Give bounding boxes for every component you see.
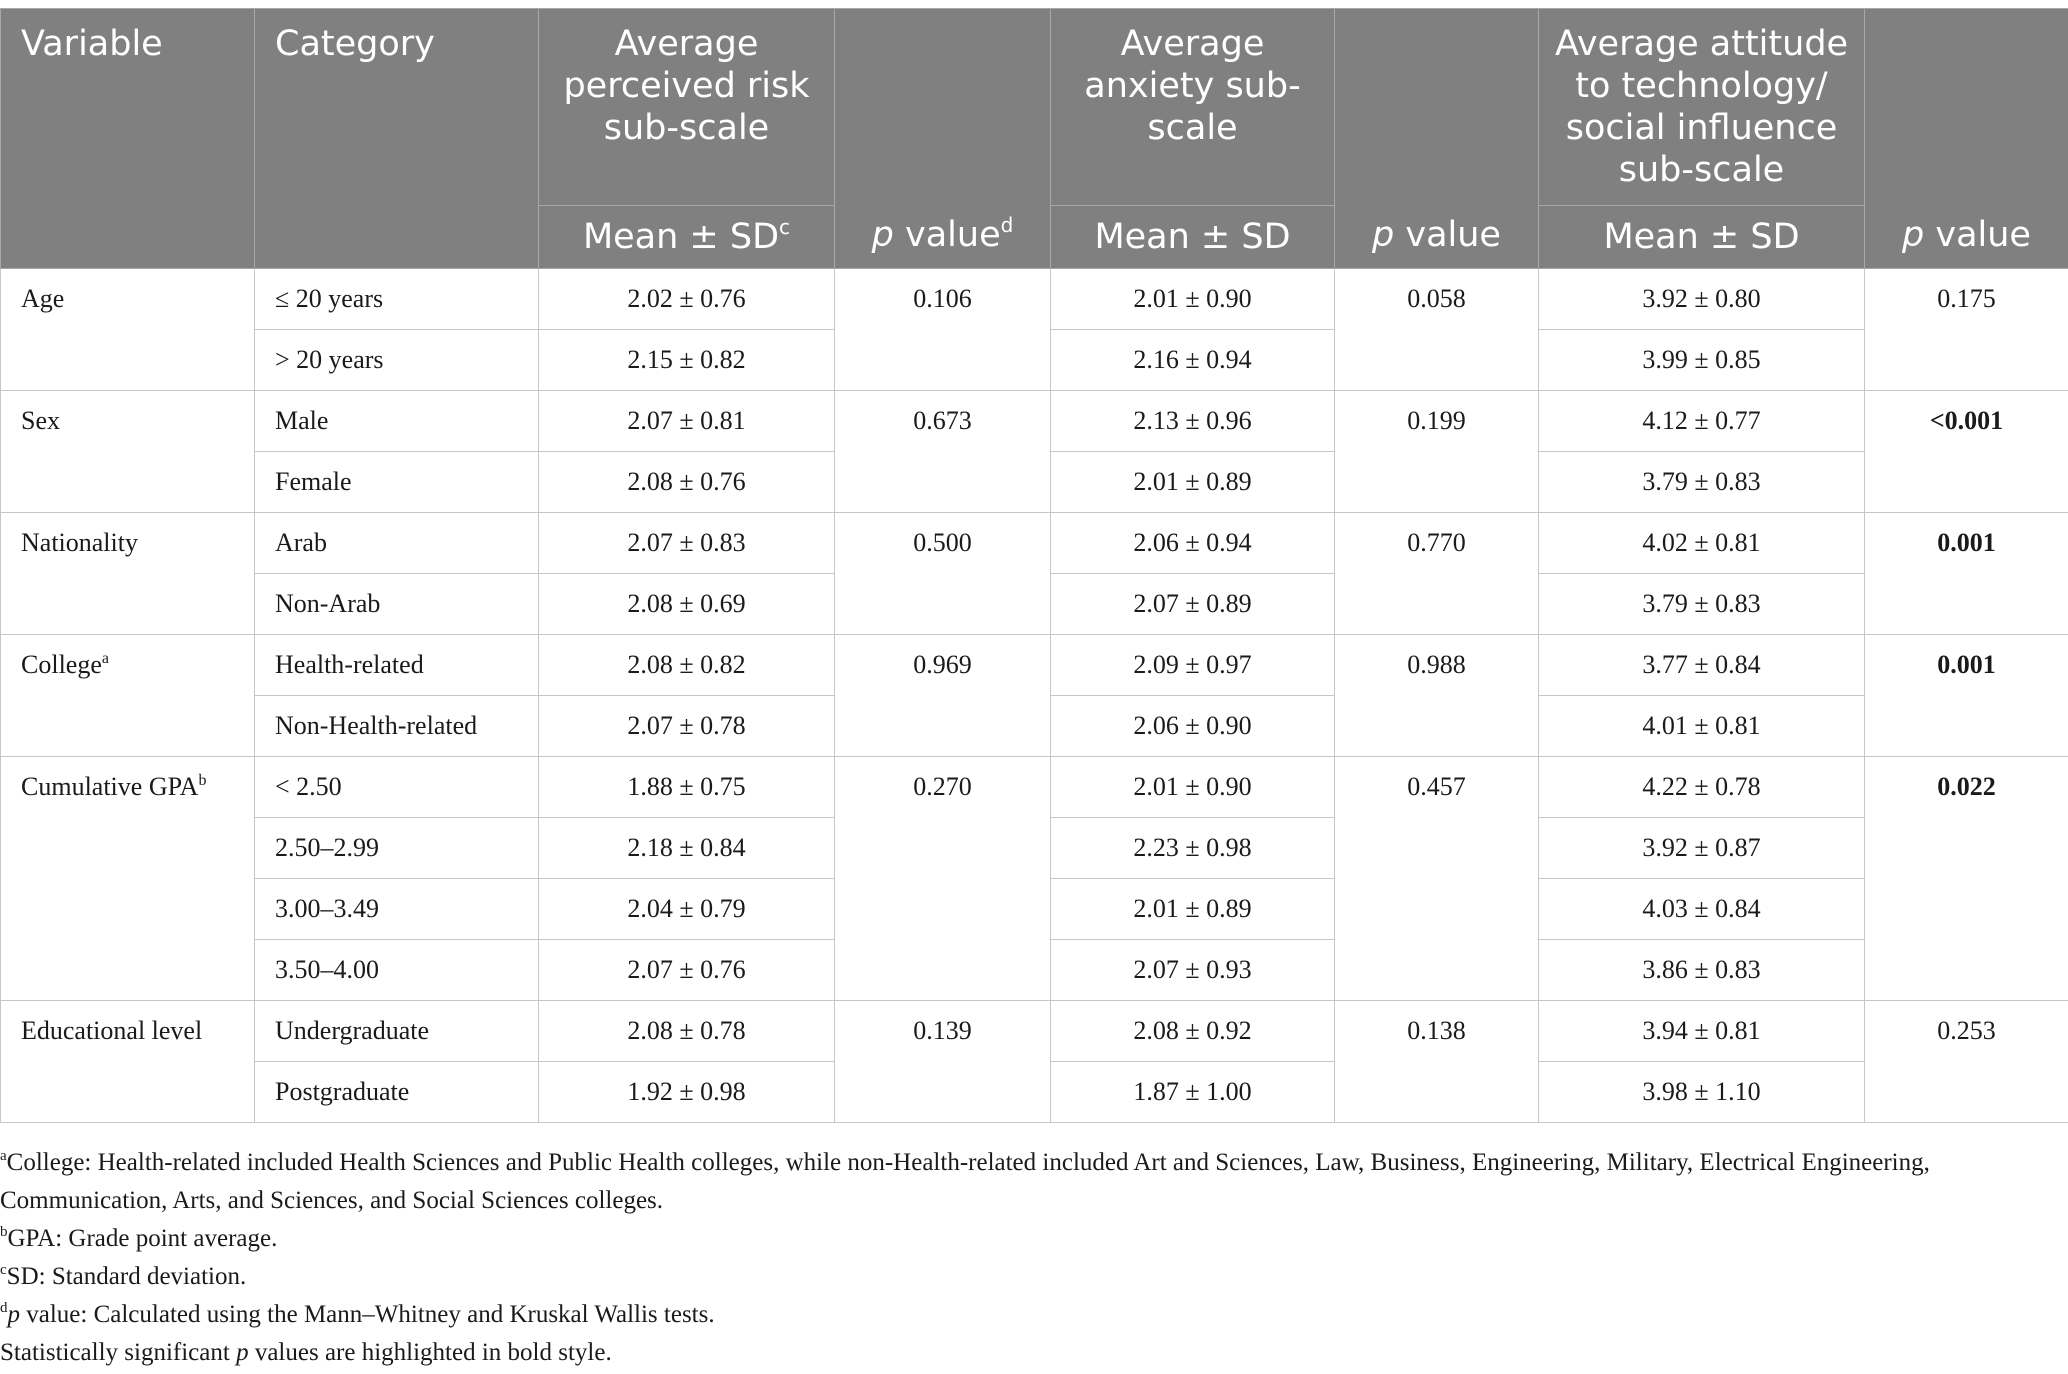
footnote-a-text-line2: Communication, Arts, and Sciences, and Social Sciences colleges. bbox=[0, 1187, 664, 1214]
variable-cell bbox=[1, 513, 255, 635]
attitude-cell: 4.22 ± 0.78 bbox=[1539, 757, 1865, 818]
category-cell: Undergraduate bbox=[255, 1001, 539, 1062]
anxiety-cell: 2.01 ± 0.89 bbox=[1051, 452, 1335, 513]
variable-cell bbox=[1, 757, 255, 1001]
perceived-risk-cell: 2.08 ± 0.78 bbox=[539, 1001, 835, 1062]
variable-label: College bbox=[21, 650, 102, 679]
variable-label: Sex bbox=[21, 406, 60, 435]
attitude-cell: 3.86 ± 0.83 bbox=[1539, 940, 1865, 1001]
p-value-anxiety-cell: 0.199 bbox=[1335, 391, 1539, 513]
attitude-cell: 3.98 ± 1.10 bbox=[1539, 1062, 1865, 1123]
footnote-a-continued bbox=[0, 1182, 2068, 1220]
significance-note-pre: Statistically significant bbox=[0, 1339, 237, 1366]
header-mean-sd-attitude: Mean ± SD bbox=[1539, 206, 1865, 269]
variable-footnote-marker: a bbox=[101, 650, 109, 667]
perceived-risk-cell: 2.07 ± 0.78 bbox=[539, 696, 835, 757]
table-body bbox=[1, 269, 2068, 1123]
table-footnotes bbox=[0, 1144, 2068, 1372]
footnote-a-marker: a bbox=[0, 1148, 7, 1164]
variable-footnote-marker: b bbox=[198, 772, 207, 789]
anxiety-cell: 2.13 ± 0.96 bbox=[1051, 391, 1335, 452]
header-mean-sd-risk bbox=[539, 206, 835, 269]
category-cell: Non-Health-related bbox=[255, 696, 539, 757]
header-category: Category bbox=[255, 9, 539, 269]
header-p-value-anxiety bbox=[1335, 9, 1539, 269]
p-symbol: p bbox=[1372, 215, 1395, 255]
p-value-risk-cell: 0.673 bbox=[835, 391, 1051, 513]
footnote-b bbox=[0, 1220, 2068, 1258]
category-cell: 3.50–4.00 bbox=[255, 940, 539, 1001]
perceived-risk-cell: 2.04 ± 0.79 bbox=[539, 879, 835, 940]
anxiety-cell: 2.01 ± 0.89 bbox=[1051, 879, 1335, 940]
anxiety-cell: 2.07 ± 0.93 bbox=[1051, 940, 1335, 1001]
perceived-risk-cell: 2.08 ± 0.69 bbox=[539, 574, 835, 635]
header-anxiety: Average anxiety sub-scale bbox=[1051, 9, 1335, 206]
anxiety-cell: 2.09 ± 0.97 bbox=[1051, 635, 1335, 696]
p-value-anxiety-cell: 0.457 bbox=[1335, 757, 1539, 1001]
significance-note-post: values are highlighted in bold style. bbox=[248, 1339, 612, 1366]
perceived-risk-cell: 2.07 ± 0.81 bbox=[539, 391, 835, 452]
mean-sd-label: Mean ± SD bbox=[582, 217, 780, 257]
perceived-risk-cell: 2.08 ± 0.76 bbox=[539, 452, 835, 513]
anxiety-cell: 2.23 ± 0.98 bbox=[1051, 818, 1335, 879]
perceived-risk-cell: 1.92 ± 0.98 bbox=[539, 1062, 835, 1123]
category-cell: Postgraduate bbox=[255, 1062, 539, 1123]
header-mean-sd-anxiety: Mean ± SD bbox=[1051, 206, 1335, 269]
category-cell: Female bbox=[255, 452, 539, 513]
p-value-risk-cell: 0.270 bbox=[835, 757, 1051, 1001]
table-row bbox=[1, 757, 2068, 818]
category-cell: Male bbox=[255, 391, 539, 452]
perceived-risk-cell: 1.88 ± 0.75 bbox=[539, 757, 835, 818]
variable-label: Age bbox=[21, 284, 65, 313]
header-attitude: Average attitude to technology/ social influence sub-scale bbox=[1539, 9, 1865, 206]
header-p-value-attitude bbox=[1865, 9, 2068, 269]
header-p-value-risk bbox=[835, 9, 1051, 269]
attitude-cell: 3.94 ± 0.81 bbox=[1539, 1001, 1865, 1062]
p-value-attitude-cell: 0.175 bbox=[1865, 269, 2068, 391]
footnote-a bbox=[0, 1144, 2068, 1182]
significance-note-p-symbol: p bbox=[236, 1339, 249, 1366]
table-row bbox=[1, 391, 2068, 452]
variable-cell bbox=[1, 269, 255, 391]
anxiety-cell: 2.08 ± 0.92 bbox=[1051, 1001, 1335, 1062]
footnote-c bbox=[0, 1258, 2068, 1296]
footnote-d-p-symbol: p bbox=[7, 1301, 20, 1328]
header-perceived-risk: Average perceived risk sub-scale bbox=[539, 9, 835, 206]
value-word: value bbox=[1394, 215, 1501, 255]
p-value-anxiety-cell: 0.058 bbox=[1335, 269, 1539, 391]
variable-label: Cumulative GPA bbox=[21, 772, 199, 801]
value-word: value bbox=[1924, 215, 2031, 255]
table-row bbox=[1, 635, 2068, 696]
attitude-cell: 3.79 ± 0.83 bbox=[1539, 574, 1865, 635]
footnote-marker-d: d bbox=[1000, 213, 1014, 237]
perceived-risk-cell: 2.07 ± 0.83 bbox=[539, 513, 835, 574]
p-value-anxiety-cell: 0.988 bbox=[1335, 635, 1539, 757]
p-value-anxiety-cell: 0.770 bbox=[1335, 513, 1539, 635]
attitude-cell: 4.03 ± 0.84 bbox=[1539, 879, 1865, 940]
footnote-c-text: SD: Standard deviation. bbox=[6, 1263, 247, 1290]
footnote-c-marker: c bbox=[0, 1262, 7, 1278]
p-value-risk-cell: 0.106 bbox=[835, 269, 1051, 391]
anxiety-cell: 1.87 ± 1.00 bbox=[1051, 1062, 1335, 1123]
perceived-risk-cell: 2.07 ± 0.76 bbox=[539, 940, 835, 1001]
variable-cell bbox=[1, 1001, 255, 1123]
category-cell: 3.00–3.49 bbox=[255, 879, 539, 940]
category-cell: < 2.50 bbox=[255, 757, 539, 818]
p-value-risk-cell: 0.969 bbox=[835, 635, 1051, 757]
attitude-cell: 3.79 ± 0.83 bbox=[1539, 452, 1865, 513]
perceived-risk-cell: 2.02 ± 0.76 bbox=[539, 269, 835, 330]
perceived-risk-cell: 2.18 ± 0.84 bbox=[539, 818, 835, 879]
footnote-d-text: value: Calculated using the Mann–Whitney and Kruskal Wallis tests. bbox=[20, 1301, 715, 1328]
footnote-a-text-line1: College: Health-related included Health Sciences and Public Health colleges, while non-Health-related included Art and Sciences, Law, Business, Engineering, Military, Electrical Engineering, bbox=[6, 1149, 1930, 1176]
variable-label: Educational level bbox=[21, 1016, 203, 1045]
table-row bbox=[1, 1001, 2068, 1062]
variable-cell bbox=[1, 635, 255, 757]
p-value-risk-cell: 0.500 bbox=[835, 513, 1051, 635]
results-table bbox=[0, 8, 2068, 1123]
category-cell: ≤ 20 years bbox=[255, 269, 539, 330]
attitude-cell: 3.77 ± 0.84 bbox=[1539, 635, 1865, 696]
anxiety-cell: 2.16 ± 0.94 bbox=[1051, 330, 1335, 391]
value-word: value bbox=[893, 215, 1001, 255]
category-cell: > 20 years bbox=[255, 330, 539, 391]
footnote-marker-c: c bbox=[779, 215, 791, 239]
footnote-b-text: GPA: Grade point average. bbox=[7, 1225, 278, 1252]
significance-note bbox=[0, 1334, 2068, 1372]
perceived-risk-cell: 2.15 ± 0.82 bbox=[539, 330, 835, 391]
footnote-b-marker: b bbox=[0, 1224, 8, 1240]
variable-cell bbox=[1, 391, 255, 513]
attitude-cell: 4.12 ± 0.77 bbox=[1539, 391, 1865, 452]
p-value-anxiety-cell: 0.138 bbox=[1335, 1001, 1539, 1123]
category-cell: Non-Arab bbox=[255, 574, 539, 635]
category-cell: Health-related bbox=[255, 635, 539, 696]
anxiety-cell: 2.06 ± 0.94 bbox=[1051, 513, 1335, 574]
anxiety-cell: 2.07 ± 0.89 bbox=[1051, 574, 1335, 635]
attitude-cell: 3.92 ± 0.80 bbox=[1539, 269, 1865, 330]
table-row bbox=[1, 269, 2068, 330]
p-value-attitude-cell: 0.253 bbox=[1865, 1001, 2068, 1123]
anxiety-cell: 2.06 ± 0.90 bbox=[1051, 696, 1335, 757]
p-symbol: p bbox=[1902, 215, 1925, 255]
attitude-cell: 3.99 ± 0.85 bbox=[1539, 330, 1865, 391]
attitude-cell: 4.01 ± 0.81 bbox=[1539, 696, 1865, 757]
anxiety-cell: 2.01 ± 0.90 bbox=[1051, 757, 1335, 818]
p-symbol: p bbox=[871, 215, 894, 255]
attitude-cell: 4.02 ± 0.81 bbox=[1539, 513, 1865, 574]
p-value-attitude-cell: 0.022 bbox=[1865, 757, 2068, 1001]
table-header bbox=[1, 9, 2068, 269]
footnote-d bbox=[0, 1296, 2068, 1334]
footnote-d-marker: d bbox=[0, 1300, 8, 1316]
p-value-attitude-cell: <0.001 bbox=[1865, 391, 2068, 513]
p-value-attitude-cell: 0.001 bbox=[1865, 635, 2068, 757]
variable-label: Nationality bbox=[21, 528, 138, 557]
attitude-cell: 3.92 ± 0.87 bbox=[1539, 818, 1865, 879]
header-variable: Variable bbox=[1, 9, 255, 269]
p-value-risk-cell: 0.139 bbox=[835, 1001, 1051, 1123]
anxiety-cell: 2.01 ± 0.90 bbox=[1051, 269, 1335, 330]
perceived-risk-cell: 2.08 ± 0.82 bbox=[539, 635, 835, 696]
results-table-container bbox=[0, 8, 2068, 1123]
p-value-attitude-cell: 0.001 bbox=[1865, 513, 2068, 635]
table-row bbox=[1, 513, 2068, 574]
category-cell: Arab bbox=[255, 513, 539, 574]
category-cell: 2.50–2.99 bbox=[255, 818, 539, 879]
